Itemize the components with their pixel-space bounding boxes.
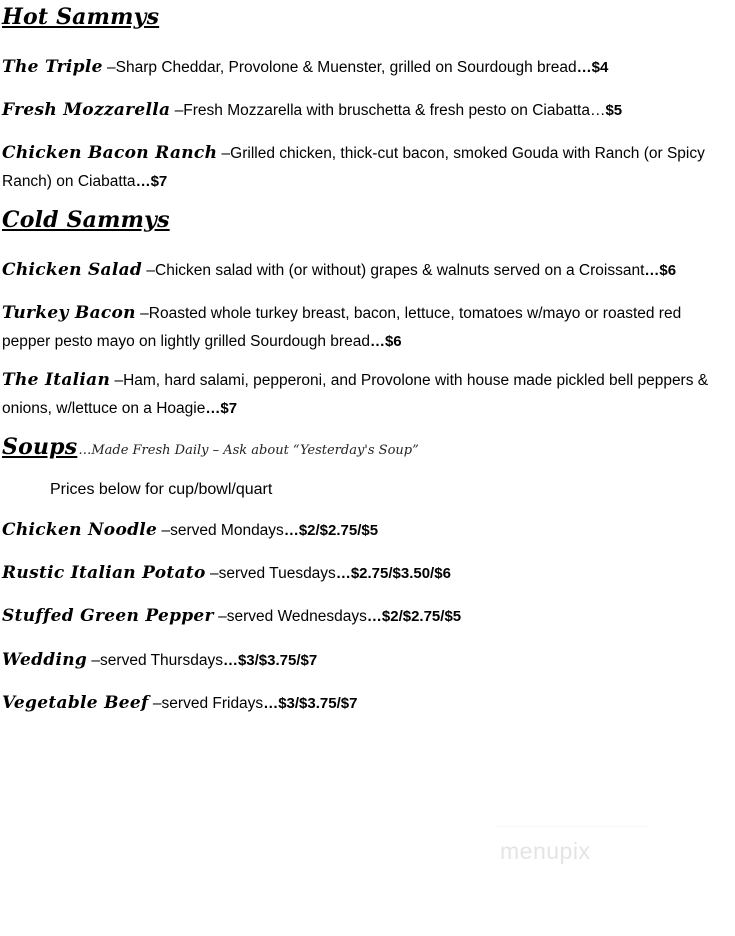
item-price: $6 (659, 262, 677, 279)
item-name: Chicken Noodle (2, 520, 158, 540)
item-price: $3/$3.75/$7 (278, 695, 358, 712)
menu-item-the-italian (2, 366, 732, 423)
menu-item-chicken-salad (2, 256, 732, 285)
item-price: $7 (220, 400, 238, 417)
section-title-cold-sammys: Cold Sammys (2, 207, 170, 233)
item-price: $2/$2.75/$5 (298, 522, 379, 539)
item-description: –served Thursdays (87, 652, 223, 669)
menu-item-chicken-bacon-ranch (2, 139, 714, 196)
item-description: –served Mondays (157, 522, 284, 539)
watermark-logo: menupix (500, 838, 591, 864)
item-price: $4 (591, 59, 609, 76)
item-name: Rustic Italian Potato (2, 563, 206, 583)
item-description: –served Tuesdays (205, 565, 336, 582)
soups-price-note: Prices below for cup/bowl/quart (50, 481, 273, 498)
item-separator: … (222, 652, 238, 669)
menu-item-fresh-mozzarella (2, 96, 732, 125)
menu-item-turkey-bacon (2, 299, 718, 356)
soups-tagline: …Made Fresh Daily – Ask about “Yesterday's Soup” (78, 443, 419, 458)
menu-item-wedding (2, 646, 732, 675)
item-name: Stuffed Green Pepper (2, 606, 214, 626)
item-price: $2/$2.75/$5 (381, 608, 462, 625)
item-description: –Ham, hard salami, pepperoni, and Provolone with house made pickled bell peppers & onions, w/lettuce on a Hoagie (2, 372, 709, 417)
item-name: Vegetable Beef (2, 693, 149, 713)
item-price: $2.75/$3.50/$6 (350, 565, 451, 582)
item-separator: … (335, 565, 351, 582)
item-separator: … (366, 608, 382, 625)
item-name: Chicken Bacon Ranch (2, 143, 218, 163)
item-separator: … (263, 695, 279, 712)
item-name: Chicken Salad (2, 260, 143, 280)
menu-item-the-triple (2, 53, 732, 82)
item-separator: … (576, 59, 592, 76)
item-name: Fresh Mozzarella (2, 100, 171, 120)
menu-item-vegetable-beef (2, 689, 732, 718)
soups-header (2, 434, 419, 460)
watermark-decoration (497, 826, 647, 831)
item-description: –Grilled chicken, thick-cut bacon, smoked Gouda with Ranch (or Spicy Ranch) on Ciabatta (2, 145, 705, 190)
menu-item-chicken-noodle (2, 516, 732, 545)
menu-item-rustic-italian-potato (2, 559, 732, 588)
item-description: –Chicken salad with (or without) grapes & walnuts served on a Croissant (142, 262, 645, 279)
menu-item-stuffed-green-pepper (2, 602, 732, 631)
item-separator: … (135, 173, 151, 190)
item-price: $6 (384, 333, 402, 350)
item-name: Wedding (2, 650, 88, 670)
item-description: –Roasted whole turkey breast, bacon, lettuce, tomatoes w/mayo or roasted red pepper pesto mayo on lightly grilled Sourdough bread (2, 305, 682, 350)
item-name: The Italian (2, 370, 111, 390)
item-name: The Triple (2, 57, 103, 77)
item-price: $7 (150, 173, 168, 190)
section-title-soups: Soups (2, 434, 78, 460)
item-separator: … (369, 333, 385, 350)
section-title-hot-sammys: Hot Sammys (2, 4, 160, 30)
item-description: –Fresh Mozzarella with bruschetta & fresh pesto on Ciabatta… (170, 102, 606, 119)
item-description: –Sharp Cheddar, Provolone & Muenster, grilled on Sourdough bread (102, 59, 577, 76)
item-description: –served Fridays (148, 695, 264, 712)
item-description: –served Wednesdays (213, 608, 367, 625)
item-price: $5 (605, 102, 623, 119)
item-separator: … (205, 400, 221, 417)
item-separator: … (644, 262, 660, 279)
item-name: Turkey Bacon (2, 303, 136, 323)
item-separator: … (283, 522, 299, 539)
item-price: $3/$3.75/$7 (237, 652, 318, 669)
